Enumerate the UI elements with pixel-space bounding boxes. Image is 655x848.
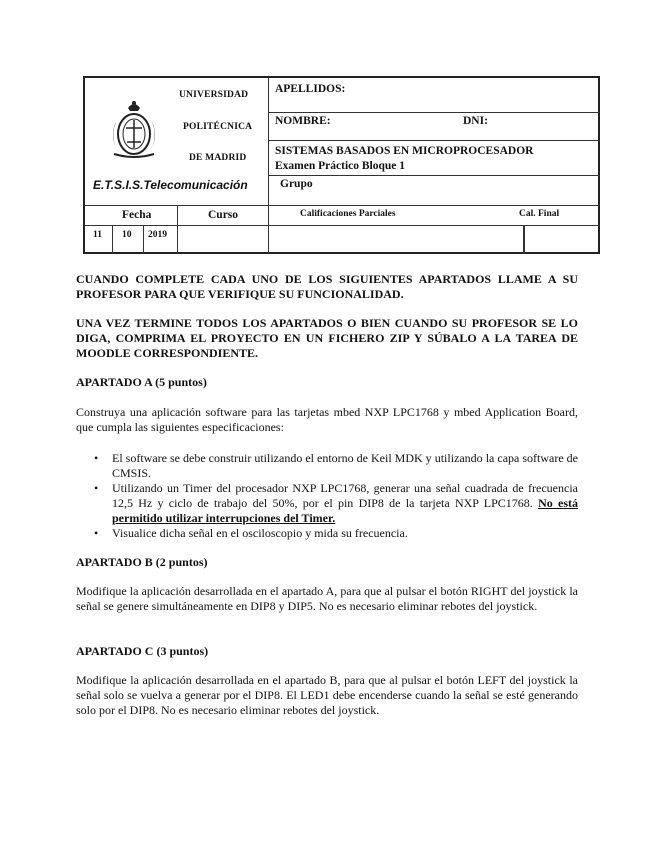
bullet-2-text: Utilizando un Timer del procesador NXP LPC1768, generar una señal cuadrada de frecuencia 12,5 Hz y ciclo de trabajo del 50%, por el pin DIP8 de la tarjeta NXP LPC1768.	[112, 481, 578, 510]
list-item	[76, 451, 578, 481]
fecha-label: Fecha	[122, 209, 152, 221]
curso-label: Curso	[208, 209, 239, 221]
section-a-requirements-list	[76, 451, 578, 541]
university-name-line3: DE MADRID	[189, 153, 247, 163]
cal-final-label: Cal. Final	[519, 209, 560, 219]
section-a-intro: Construya una aplicación software para las tarjetas mbed NXP LPC1768 y mbed Application Board, que cumpla las siguientes especificaciones:	[76, 405, 578, 434]
exam-header-table	[83, 76, 600, 254]
bullet-2-emphasis: No está permitido utilizar interrupciones del Timer.	[112, 496, 579, 525]
instruction-paragraph-2: UNA VEZ TERMINE TODOS LOS APARTADOS O BIEN CUANDO SU PROFESOR SE LO DIGA, COMPRIMA EL PROYECTO EN UN FICHERO ZIP Y SÚBALO A LA TAREA DE MOODLE CORRESPONDIENTE.	[76, 316, 578, 360]
school-name: E.T.S.I.S.Telecomunicación	[93, 178, 248, 192]
university-crest-icon	[108, 98, 160, 160]
calificaciones-parciales-label: Calificaciones Parciales	[300, 209, 396, 219]
instruction-paragraph-1: CUANDO COMPLETE CADA UNO DE LOS SIGUIENTES APARTADOS LLAME A SU PROFESOR PARA QUE VERIFIQUE SU FUNCIONALIDAD.	[76, 272, 578, 301]
section-b-text: Modifique la aplicación desarrollada en el apartado A, para que al pulsar el botón RIGHT del joystick la señal se genere simultáneamente en DIP8 y DIP5. No es necesario eliminar rebotes del joystick.	[76, 584, 578, 613]
exam-title: Examen Práctico Bloque 1	[275, 160, 405, 172]
section-c-text: Modifique la aplicación desarrollada en el apartado B, para que al pulsar el botón LEFT del joystick la señal solo se vuelva a generar por el DIP8. El LED1 debe encenderse cuando la señal se esté generando solo por el DIP8. No es necesario eliminar rebotes del joystick.	[76, 673, 578, 717]
apellidos-label: APELLIDOS:	[275, 83, 346, 95]
university-name-line1: UNIVERSIDAD	[179, 90, 249, 100]
section-c-title: APARTADO C (3 puntos)	[76, 644, 209, 658]
date-month: 10	[122, 230, 132, 240]
section-a-title: APARTADO A (5 puntos)	[76, 375, 207, 389]
nombre-label: NOMBRE:	[275, 115, 331, 127]
dni-label: DNI:	[463, 115, 488, 127]
date-day: 11	[93, 230, 102, 240]
subject-title: SISTEMAS BASADOS EN MICROPROCESADOR	[275, 145, 534, 157]
university-name-line2: POLITÉCNICA	[183, 122, 253, 132]
list-item	[76, 526, 578, 541]
bullet-3-text: Visualice dicha señal en el osciloscopio y mida su frecuencia.	[112, 526, 408, 540]
bullet-1-text: El software se debe construir utilizando el entorno de Keil MDK y utilizando la capa software de CMSIS.	[112, 451, 578, 480]
section-b-title: APARTADO B (2 puntos)	[76, 555, 208, 569]
date-year: 2019	[148, 230, 167, 240]
grupo-label: Grupo	[280, 178, 313, 190]
list-item	[76, 481, 578, 526]
